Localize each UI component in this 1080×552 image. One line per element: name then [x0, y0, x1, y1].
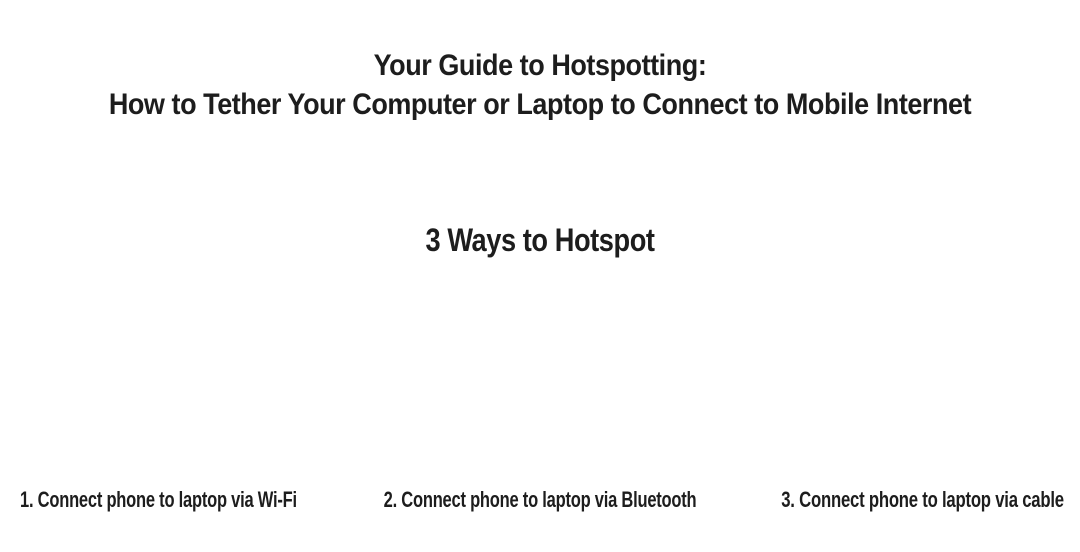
tutorial-images-area [0, 270, 1080, 480]
page-title-line-2: How to Tether Your Computer or Laptop to Connect to Mobile Internet [108, 88, 972, 121]
page-title [54, 46, 1026, 124]
page-title-line-1: Your Guide to Hotspotting: [373, 49, 707, 82]
method-caption-wifi: 1. Connect phone to laptop via Wi-Fi [20, 487, 297, 512]
method-caption-cable: 3. Connect phone to laptop via cable [781, 487, 1064, 512]
method-caption-bluetooth: 2. Connect phone to laptop via Bluetooth [383, 487, 697, 512]
section-heading: 3 Ways to Hotspot [425, 222, 655, 258]
